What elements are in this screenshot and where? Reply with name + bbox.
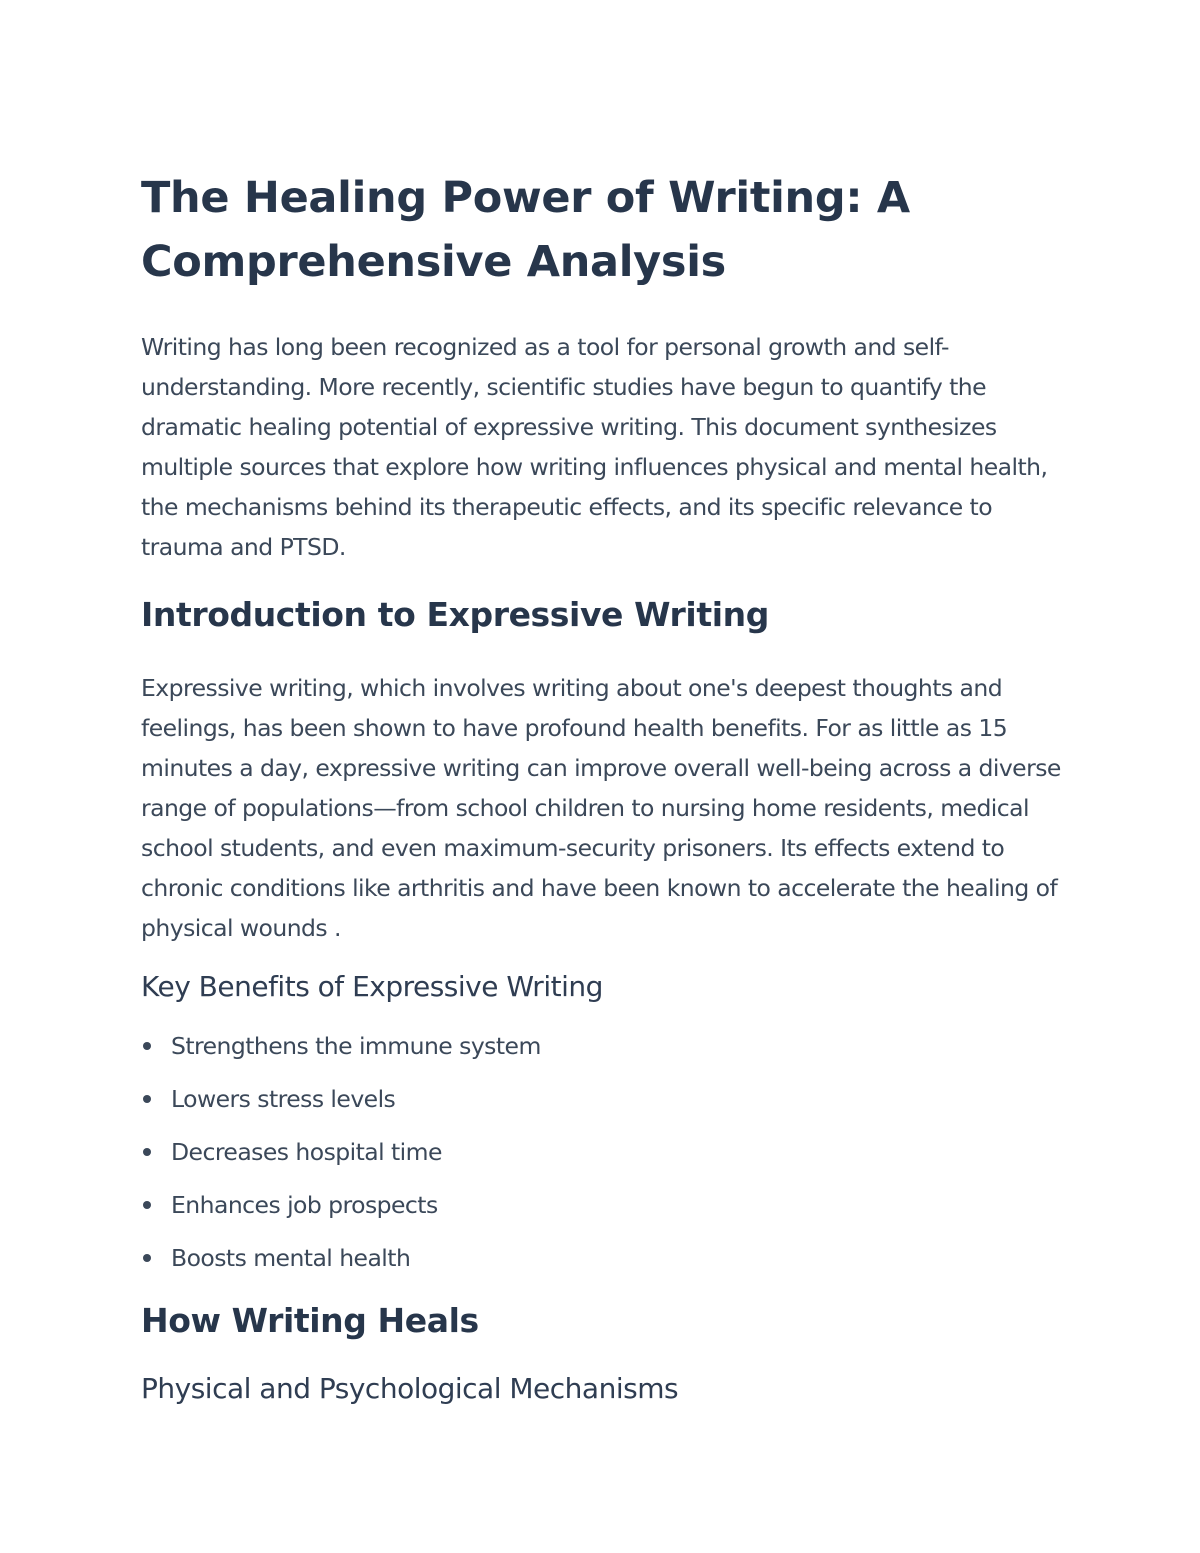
benefits-list [141, 1029, 1066, 1275]
list-item [141, 1135, 1066, 1169]
bullet-icon [143, 1042, 151, 1050]
list-item-text: Lowers stress levels [171, 1085, 396, 1113]
list-item-text: Enhances job prospects [171, 1191, 438, 1219]
list-item-text: Boosts mental health [171, 1244, 411, 1272]
bullet-icon [143, 1201, 151, 1209]
subheading-key-benefits: Key Benefits of Expressive Writing [141, 970, 603, 1003]
bullet-icon [143, 1148, 151, 1156]
intro-paragraph: Writing has long been recognized as a tool for personal growth and self-understanding. More recently, scientific studies have begun to quantify the dramatic healing potential of expressive writing. This document synthesizes multiple sources that explore how writing influences physical and mental health, the mechanisms behind its therapeutic effects, and its specific relevance to trauma and PTSD. [141, 333, 1048, 561]
bullet-icon [143, 1095, 151, 1103]
list-item [141, 1188, 1066, 1222]
document-title: The Healing Power of Writing: A Comprehensive Analysis [141, 173, 910, 287]
section-heading-how-writing-heals: How Writing Heals [141, 1301, 479, 1340]
bullet-icon [143, 1254, 151, 1262]
section-heading-introduction: Introduction to Expressive Writing [141, 595, 769, 634]
expressive-writing-paragraph: Expressive writing, which involves writing about one's deepest thoughts and feelings, has been shown to have profound health benefits. For as little as 15 minutes a day, expressive writing can improve overall well-being across a diverse range of populations—from school children to nursing home residents, medical school students, and even maximum-security prisoners. Its effects extend to chronic conditions like arthritis and have been known to accelerate the healing of physical wounds . [141, 674, 1061, 942]
subheading-mechanisms: Physical and Psychological Mechanisms [141, 1372, 679, 1405]
document-page [141, 166, 1066, 1409]
list-item-text: Strengthens the immune system [171, 1032, 541, 1060]
list-item [141, 1241, 1066, 1275]
list-item-text: Decreases hospital time [171, 1138, 442, 1166]
list-item [141, 1029, 1066, 1063]
list-item [141, 1082, 1066, 1116]
